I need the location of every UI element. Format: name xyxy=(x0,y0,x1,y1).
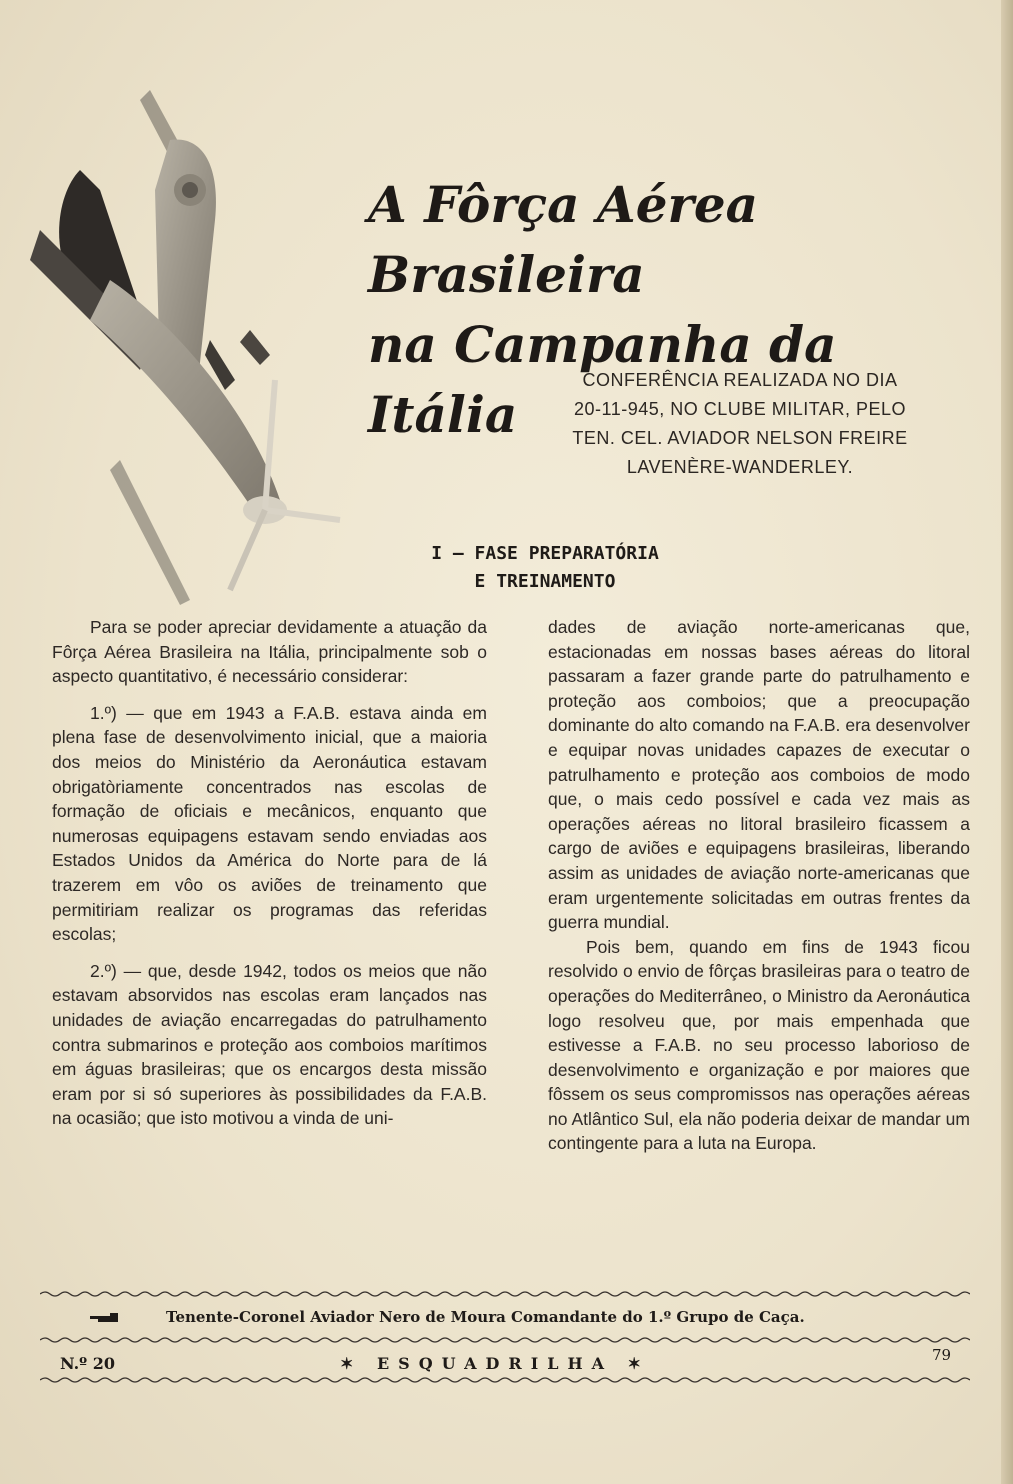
section-line-2: E TREINAMENTO xyxy=(474,571,616,592)
left-paragraph-1: Para se poder apreciar devidamente a atuação da Fôrça Aérea Brasileira na Itália, principalmente sob o aspecto quantitativo, é necessário considerar: xyxy=(52,617,487,687)
title-line-1: A Fôrça Aérea Brasileira xyxy=(368,175,759,304)
right-paragraph-2: Pois bem, quando em fins de 1943 ficou resolvido o envio de fôrças brasileiras para o teatro de operações do Mediterrâneo, o Ministro da Aeronáutica logo resolveu que, por mais empenhada que estivesse a F.A.B. no seu processo laborioso de desenvolvimento e organização e por maiores que fôssem os seus compromissos nas operações aéreas no Atlântico Sul, ela não poderia deixar de mandar um contingente para a luta na Europa. xyxy=(548,936,970,1154)
wavy-divider-middle xyxy=(40,1336,970,1344)
left-paragraph-3: 2.º) — que, desde 1942, todos os meios que não estavam absorvidos nas escolas eram lançados nas unidades de aviação encarregadas do patrulhamento contra submarinos e proteção aos comboios marítimos em águas brasileiras; que os encargos desta missão eram por si só superiores às possibilidades da F.A.B. na ocasião; que isto motivou a vinda de uni- xyxy=(52,960,487,1129)
left-column xyxy=(52,615,487,1143)
photo-caption xyxy=(88,1308,948,1326)
page-edge xyxy=(1001,0,1013,1484)
subtitle-line-1: CONFERÊNCIA REALIZADA NO DIA xyxy=(582,370,898,390)
subtitle-line-4: LAVENÈRE-WANDERLEY. xyxy=(626,457,854,477)
wavy-divider-bottom xyxy=(40,1376,970,1384)
pointing-hand-icon xyxy=(88,1310,124,1324)
right-paragraph-1: dades de aviação norte-americanas que, estacionadas em nossas bases aéreas do litoral passaram a fazer grande parte do patrulhamento e proteção aos comboios; que a preocupação dominante do alto comando na F.A.B. era desenvolver e equipar novas unidades capazes de executar o patrulhamento e proteção aos comboios de modo que, o mais cedo possível e cada vez mais as operações aéreas no litoral brasileiro ficassem a cargo de aviões e equipagens brasileiras, liberando assim as unidades de aviação norte-americanas que eram urgentemente solicitadas em outras frentes da guerra mundial. xyxy=(548,617,970,933)
subtitle-line-3: TEN. CEL. AVIADOR NELSON FREIRE xyxy=(572,428,908,448)
section-heading xyxy=(380,540,710,596)
section-line-1: I — FASE PREPARATÓRIA xyxy=(431,543,659,564)
page-footer xyxy=(60,1346,960,1376)
subtitle-line-2: 20-11-945, NO CLUBE MILITAR, PELO xyxy=(574,399,906,419)
right-column xyxy=(548,615,970,1168)
fighter-plane-illustration xyxy=(20,80,350,610)
left-paragraph-2: 1.º) — que em 1943 a F.A.B. estava ainda em plena fase de desenvolvimento inicial, que a maioria dos meios do Ministério da Aeronáutica estavam obrigatòriamente concentrados nas escolas de formação de oficiais e mecânicos, enquanto que numerosas equipagens estavam sendo enviadas aos Estados Unidos da América do Norte para de lá trazerem em vôo os aviões de treinamento que permitiriam realizar os programas das referidas escolas; xyxy=(52,702,487,945)
wavy-divider-top xyxy=(40,1290,970,1298)
title-line-2: na Campanha da Itália xyxy=(368,315,837,444)
article-subtitle xyxy=(540,366,940,482)
caption-text: Tenente-Coronel Aviador Nero de Moura Comandante do 1.º Grupo de Caça. xyxy=(166,1308,805,1326)
issue-number: N.º 20 xyxy=(60,1354,116,1373)
page-number: 79 xyxy=(932,1346,952,1364)
magazine-name: ✶ ESQUADRILHA ✶ xyxy=(340,1354,650,1373)
